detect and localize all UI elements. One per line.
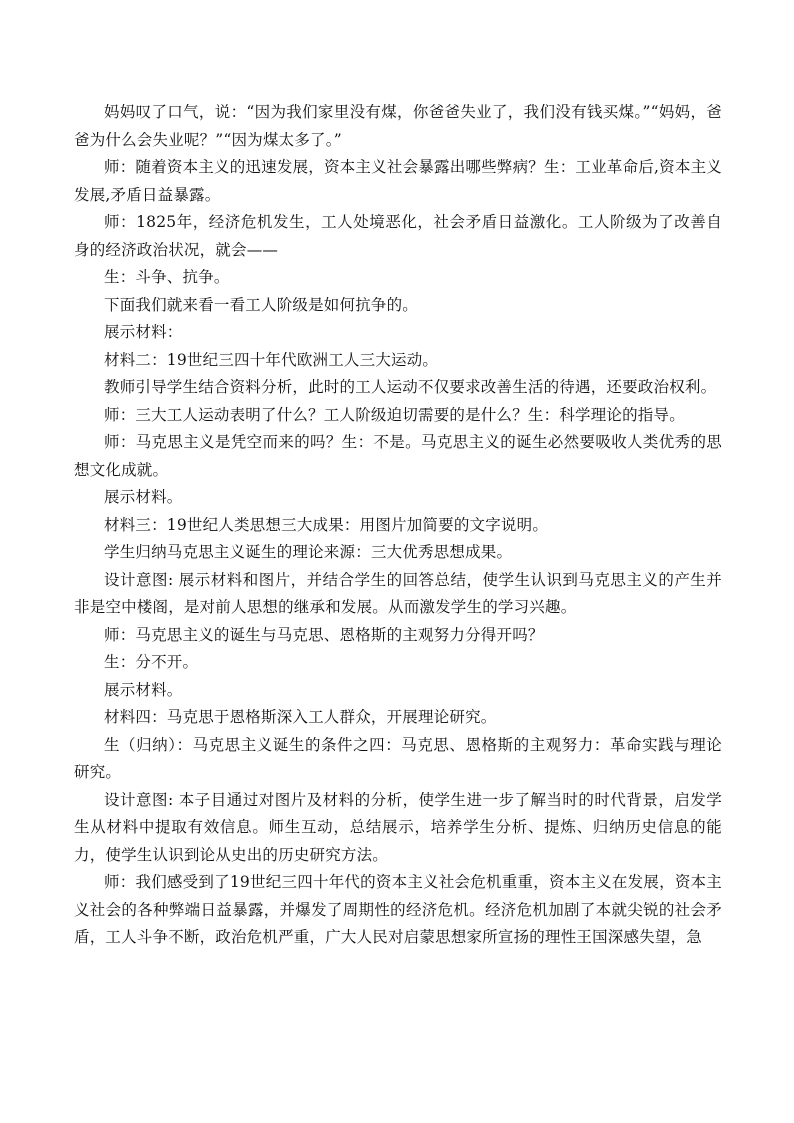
paragraph-11: 展示材料。 (104, 488, 183, 506)
paragraph-7: 材料二：19世纪三四十年代欧洲工人三大运动。 (104, 350, 439, 369)
paragraph-20: 设计意图: 本子目通过对图片及材料的分析，使学生进一步了解当时的时代背景，启发学生从材料中提取有效信息。师生互动，总结展示，培养学生分析、提炼、归纳历史信息的能力，使学生认识到论从史出的历史研究方法。 (74, 790, 722, 864)
paragraph-15: 师：马克思主义的诞生与马克思、恩格斯的主观努力分得开吗？ (104, 625, 544, 644)
paragraph-5: 下面我们就来看一看工人阶级是如何抗争的。 (104, 295, 419, 314)
paragraph-8: 教师引导学生结合资料分析，此时的工人运动不仅要求改善生活的待遇，还要政治权利。 (104, 378, 717, 396)
paragraph-17: 展示材料。 (104, 680, 183, 699)
paragraph-2: 师：随着资本主义的迅速发展，资本主义社会暴露出哪些弊病？生：工业革命后,资本主义发展,矛盾日益暴露。 (74, 158, 722, 204)
paragraph-4: 生：斗争、抗争。 (104, 268, 230, 286)
paragraph-19: 生（归纳）：马克思主义诞生的条件之四：马克思、恩格斯的主观努力：革命实践与理论研究。 (74, 735, 722, 781)
paragraph-18: 材料四：马克思于恩格斯深入工人群众，开展理论研究。 (104, 708, 497, 726)
paragraph-21: 师：我们感受到了19世纪三四十年代的资本主义社会危机重重，资本主义在发展，资本主义社会的各种弊端日益暴露，并爆发了周期性的经济危机。经济危机加剧了本就尖锐的社会矛盾，工人斗争不断，政治危机严重，广大人民对启蒙思想家所宣扬的理性王国深感失望，急 (74, 873, 722, 946)
paragraph-14: 设计意图: 展示材料和图片，并结合学生的回答总结，使学生认识到马克思主义的产生并非是空中楼阁，是对前人思想的继承和发展。从而激发学生的学习兴趣。 (74, 570, 722, 616)
paragraph-6: 展示材料： (104, 323, 183, 341)
paragraph-1: 妈妈叹了口气，说：“因为我们家里没有煤，你爸爸失业了，我们没有钱买煤。”“妈妈，爸爸为什么会失业呢？”“因为煤太多了。” (74, 103, 722, 149)
paragraph-3: 师：1825年，经济危机发生，工人处境恶化，社会矛盾日益激化。工人阶级为了改善自身的经济政治状况，就会—— (74, 213, 722, 259)
paragraph-12: 材料三：19世纪人类思想三大成果：用图片加简要的文字说明。 (104, 515, 549, 534)
paragraph-16: 生：分不开。 (104, 653, 199, 671)
paragraph-9: 师：三大工人运动表明了什么？工人阶级迫切需要的是什么？生：科学理论的指导。 (104, 405, 685, 424)
document-body (74, 99, 722, 952)
paragraph-13: 学生归纳马克思主义诞生的理论来源：三大优秀思想成果。 (104, 543, 513, 561)
paragraph-10: 师：马克思主义是凭空而来的吗？生：不是。马克思主义的诞生必然要吸收人类优秀的思想文化成就。 (74, 433, 722, 479)
